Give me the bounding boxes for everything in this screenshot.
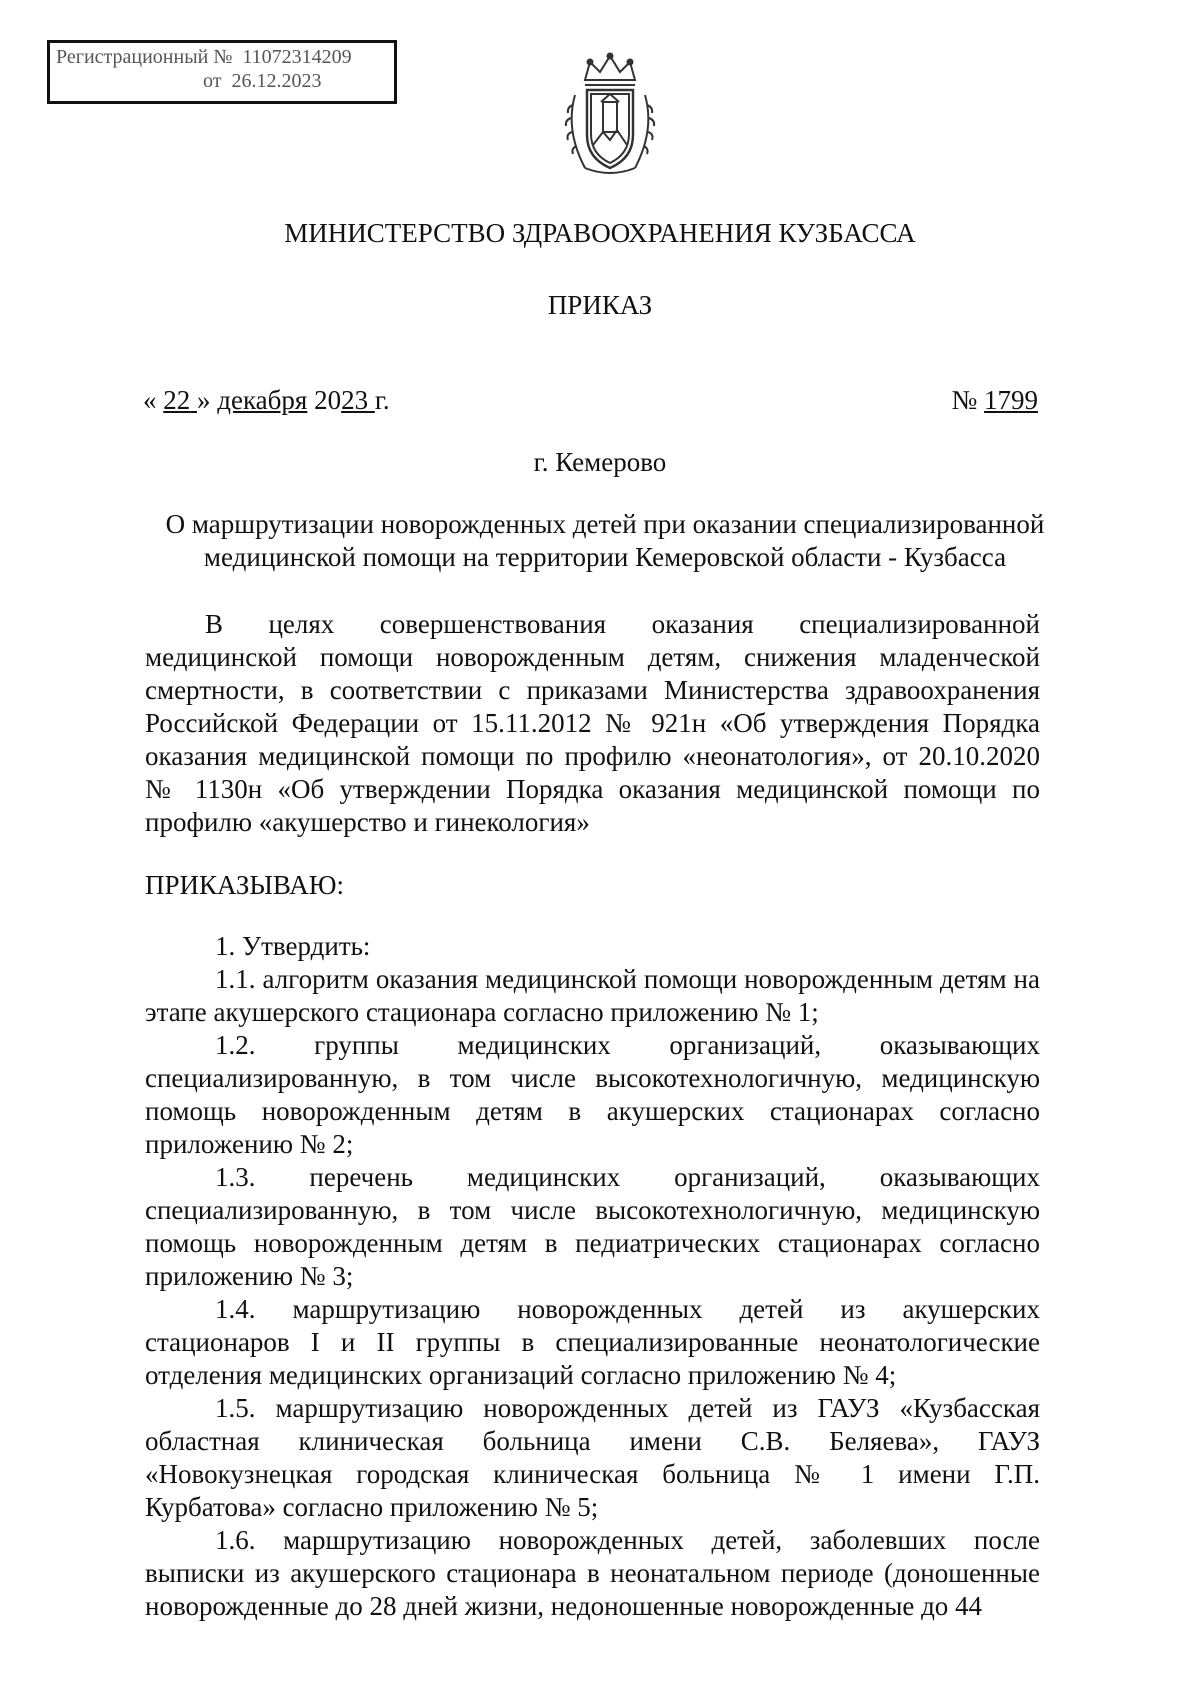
- order-item: 1. Утвердить:: [215, 931, 371, 961]
- order-item: 1.6. маршрутизацию новорожденных детей, заболевших после выписки из акушерского стационара в неонатальном периоде (доношенные новорожденные до 28 дней жизни, недоношенные новорожденные до 44: [145, 1525, 1040, 1621]
- date-year: [314, 385, 390, 415]
- coat-of-arms-icon: [555, 50, 665, 180]
- date-year-prefix: 20: [314, 385, 342, 415]
- order-item: 1.4. маршрутизацию новорожденных детей из акушерских стационаров I и II группы в специализированные неонатологические отделения медицинских организаций согласно приложению № 4;: [145, 1294, 1040, 1390]
- document-type: ПРИКАЗ: [547, 290, 653, 320]
- order-item: 1.5. маршрутизацию новорожденных детей из ГАУЗ «Кузбасская областная клиническая больница имени С.В. Беляева», ГАУЗ «Новокузнецкая городская клиническая больница № 1 имени Г.П. Курбатова» согласно приложению № 5;: [145, 1393, 1040, 1522]
- date-close-quote: »: [197, 385, 211, 415]
- order-number-value: 1799: [984, 385, 1038, 415]
- date-number-line: [143, 385, 1038, 416]
- registration-stamp: [47, 40, 397, 104]
- order-item: 1.3. перечень медицинских организаций, оказывающих специализированную, в том числе высокотехнологичную, медицинскую помощь новорожденным детям в педиатрических стационарах согласно приложению № 3;: [145, 1162, 1040, 1291]
- order-item: 1.2. группы медицинских организаций, оказывающих специализированную, в том числе высокотехнологичную, медицинскую помощь новорожденным детям в акушерских стационарах согласно приложению № 2;: [145, 1030, 1040, 1159]
- preamble: [145, 608, 1040, 839]
- date-month: декабря: [217, 385, 308, 415]
- date-open-quote: «: [143, 385, 157, 415]
- registration-date-label: от: [203, 70, 222, 92]
- order-item: 1.1. алгоритм оказания медицинской помощи новорожденным детям на этапе акушерского стационара согласно приложению № 1;: [145, 964, 1040, 1027]
- order-word: ПРИКАЗЫВАЮ:: [145, 870, 344, 900]
- date-year-mark: г.: [374, 385, 390, 415]
- preamble-paragraph: В целях совершенствования оказания специализированной медицинской помощи новорожденным детям, снижения младенческой смертности, в соответствии с приказами Министерства здравоохранения Российской Федерации от 15.11.2012 № 921н «Об утверждения Порядка оказания медицинской помощи по профилю «неонатология», от 20.10.2020 № 1130н «Об утверждении Порядка оказания медицинской помощи по профилю «акушерство и гинекология»: [145, 609, 1040, 837]
- registration-number: 11072314209: [242, 46, 352, 68]
- order-items: [145, 930, 1040, 1623]
- registration-label: Регистрационный №: [56, 46, 233, 68]
- city: г. Кемерово: [533, 447, 667, 477]
- date-year-suffix: 23: [341, 385, 369, 415]
- registration-date-line: [56, 69, 388, 93]
- order-number: [951, 385, 1038, 416]
- registration-date: 26.12.2023: [231, 70, 322, 92]
- registration-number-line: [56, 45, 388, 69]
- document-subject: О маршрутизации новорожденных детей при оказании специализированной медицинской помощи на территории Кемеровской области - Кузбасса: [165, 509, 1045, 572]
- date-day: 22: [163, 385, 191, 415]
- ministry-name: МИНИСТЕРСТВО ЗДРАВООХРАНЕНИЯ КУЗБАССА: [284, 218, 916, 248]
- order-number-label: №: [951, 385, 978, 415]
